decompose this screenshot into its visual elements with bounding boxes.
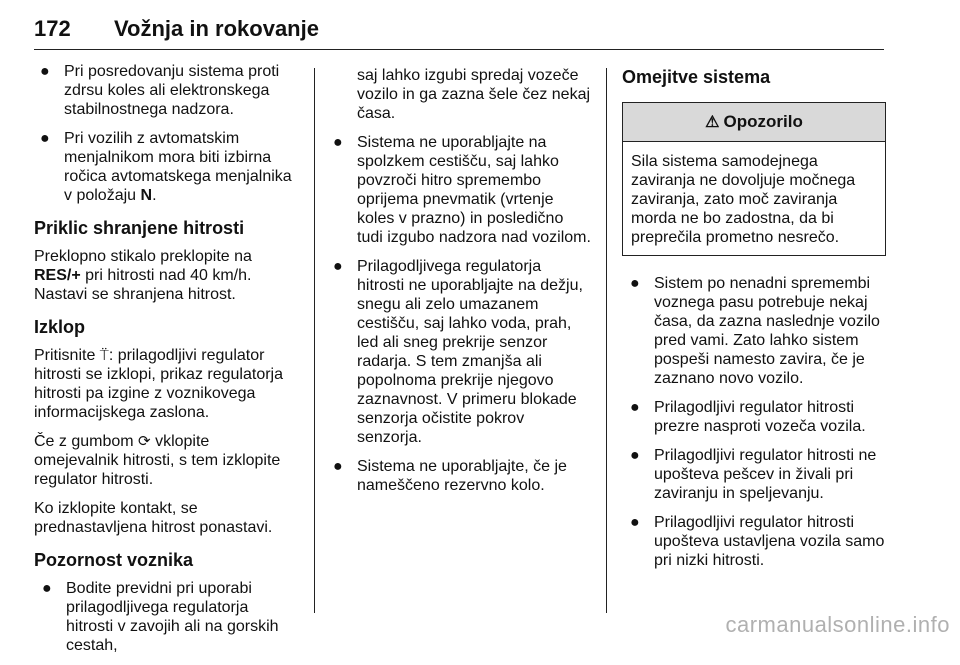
paragraph bbox=[34, 432, 298, 489]
gear-position: N bbox=[140, 187, 153, 204]
list-item bbox=[327, 133, 591, 247]
text-run: Pritisnite bbox=[34, 347, 100, 364]
list-item-text: Bodite previdni pri uporabi prilagodljivega regulatorja hitrosti v zavojih ali na gorskih cestah, bbox=[66, 580, 279, 654]
header-rule bbox=[34, 49, 884, 50]
list-item-text: Sistema ne uporabljajte na spolzkem cestišču, saj lahko povzroči hitro spremembo oprijema pnevmatik (vrtenje koles v prazno) in posledično tudi izgubo nadzora nad vozilom. bbox=[357, 134, 591, 246]
column-3 bbox=[622, 62, 886, 580]
paragraph bbox=[34, 346, 298, 422]
list-item-text: Prilagodljivega regulatorja hitrosti ne uporabljajte na dežju, snegu ali zelo umazanem cestišču, saj lahko voda, prah, led ali sneg prekrije senzor radarja. S tem zmanjša ali popolnoma prekrije njegovo zaznavnost. V primeru blokade senzorja očistite pokrov senzorja. bbox=[357, 258, 583, 446]
section-heading-off: Izklop bbox=[34, 317, 86, 337]
bullet-icon: ● bbox=[630, 275, 640, 292]
bullet-icon: ● bbox=[333, 134, 343, 151]
list-item bbox=[622, 398, 886, 436]
list-item bbox=[622, 274, 886, 388]
text-run: : prilagodljivi regulator hitrosti se izklopi, prikaz regulatorja hitrosti pa izgine z voznikovega informacijskega zaslona. bbox=[34, 347, 283, 421]
bullet-icon: ● bbox=[630, 514, 640, 531]
warning-title: Opozorilo bbox=[723, 112, 803, 131]
list-item bbox=[622, 513, 886, 570]
list-item-text: Prilagodljivi regulator hitrosti ne upošteva pešcev in živali pri zaviranju in speljevanju. bbox=[654, 447, 877, 502]
watermark: carmanualsonline.info bbox=[725, 612, 950, 637]
list-item-text: Pri vozilih z avtomatskim menjalnikom mora biti izbirna ročica avtomatskega menjalnika v položaju bbox=[64, 130, 292, 204]
list-item bbox=[34, 579, 298, 655]
warning-header bbox=[623, 103, 885, 142]
list-item-text: Sistema ne uporabljajte, če je nameščeno rezervno kolo. bbox=[357, 458, 567, 494]
list-item bbox=[34, 129, 298, 205]
paragraph bbox=[34, 247, 298, 304]
list-item bbox=[327, 257, 591, 447]
bullet-icon: ● bbox=[333, 458, 343, 475]
cruise-control-icon: ⍡ bbox=[99, 347, 109, 364]
list-item-text: Prilagodljivi regulator hitrosti upošteva ustavljena vozila samo pri nizki hitrosti. bbox=[654, 514, 885, 569]
key-label: RES/+ bbox=[34, 267, 81, 284]
text-run: vklopite omejevalnik hitrosti, s tem izklopite regulator hitrosti. bbox=[34, 433, 281, 488]
list-item-text: Sistem po nenadni spremembi voznega pasu potrebuje nekaj časa, da zazna naslednje vozilo pred vami. Zato lahko sistem pospeši namesto zavira, če je zaznano novo vozilo. bbox=[654, 275, 880, 387]
warning-box bbox=[622, 102, 886, 256]
column-divider-2 bbox=[606, 68, 607, 613]
column-2 bbox=[327, 66, 591, 505]
sentence-end: . bbox=[152, 187, 157, 204]
text-run: Preklopno stikalo preklopite na bbox=[34, 248, 252, 265]
section-heading-recall: Priklic shranjene hitrosti bbox=[34, 218, 245, 238]
column-1 bbox=[34, 62, 298, 665]
bullet-icon: ● bbox=[40, 63, 50, 80]
section-heading-attention: Pozornost voznika bbox=[34, 550, 194, 570]
list-item bbox=[622, 446, 886, 503]
bullet-icon: ● bbox=[630, 447, 640, 464]
bullet-icon: ● bbox=[40, 130, 50, 147]
page-title: Vožnja in rokovanje bbox=[114, 16, 319, 41]
section-heading-limits: Omejitve sistema bbox=[622, 67, 771, 87]
column-divider-1 bbox=[314, 68, 315, 613]
speed-limiter-icon: ⟳ bbox=[138, 433, 151, 450]
bullet-icon: ● bbox=[630, 399, 640, 416]
text-run: Če z gumbom bbox=[34, 433, 139, 450]
text-run: pri hitrosti nad 40 km/h. Nastavi se shranjena hitrost. bbox=[34, 267, 252, 303]
list-item-text: Pri posredovanju sistema proti zdrsu koles ali elektronskega stabilnostnega nadzora. bbox=[64, 63, 280, 118]
bullet-icon: ● bbox=[42, 580, 52, 597]
list-item bbox=[327, 457, 591, 495]
list-item bbox=[34, 62, 298, 119]
warning-text: Sila sistema samodejnega zaviranja ne dovoljuje močnega zaviranja, zato moč zaviranja morda ne bo zadostna, da bi preprečila prometno nesrečo. bbox=[631, 153, 856, 246]
continued-text: saj lahko izgubi spredaj vozeče vozilo in ga zazna šele čez nekaj časa. bbox=[357, 67, 591, 122]
list-item-text: Prilagodljivi regulator hitrosti prezre nasproti vozeča vozila. bbox=[654, 399, 866, 435]
warning-triangle-icon: ⚠ bbox=[705, 114, 720, 131]
page-number: 172 bbox=[34, 16, 71, 41]
bullet-icon: ● bbox=[333, 258, 343, 275]
paragraph: Ko izklopite kontakt, se prednastavljena hitrost ponastavi. bbox=[34, 500, 273, 536]
